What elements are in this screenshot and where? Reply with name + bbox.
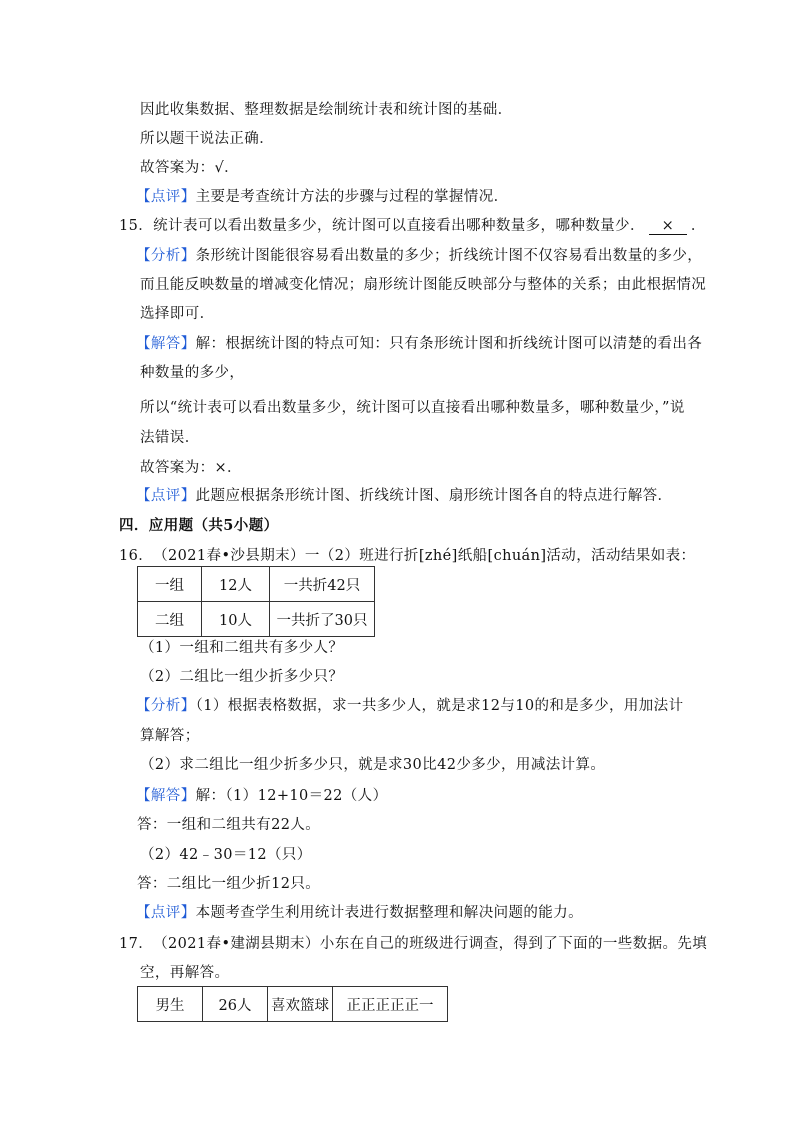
q15-analysis-line: 而且能反映数量的增减变化情况；扇形统计图能反映部分与整体的关系；由此根据情况	[140, 277, 707, 293]
table-cell: 26人	[203, 987, 268, 1022]
table-cell: 一共折了30只	[270, 602, 375, 637]
q16-stem	[119, 546, 695, 566]
table-cell: 一共折42只	[270, 567, 375, 602]
analysis-text: 条形统计图能很容易看出数量的多少；折线统计图不仅容易看出数量的多少，	[195, 248, 703, 264]
q16-subquestion-1: （1）一组和二组共有多少人？	[140, 640, 344, 656]
q16-analysis-line: （2）求二组比一组少折多少只，就是求30比42少多少，用减法计算。	[140, 757, 606, 773]
q16-solution	[136, 786, 388, 806]
question-text: （2021春•建湖县期末）小东在自己的班级进行调查，得到了下面的一些数据。先填	[153, 936, 708, 952]
q14-comment	[136, 187, 509, 207]
comment-tag: 【点评】	[136, 488, 196, 504]
table-row	[138, 987, 448, 1022]
q15-stem	[119, 216, 706, 236]
table-row	[138, 567, 375, 602]
q16-solution-line: （2）42﹣30＝12（只）	[140, 847, 312, 863]
table-cell: 男生	[138, 987, 203, 1022]
q17-data-table	[137, 986, 448, 1022]
q16-solution-line: 答：一组和二组共有22人。	[137, 817, 321, 833]
analysis-text: （1）根据表格数据，求一共多少人，就是求12与10的和是多少，用加法计	[195, 698, 684, 714]
q14-answer: 故答案为：√．	[140, 160, 240, 176]
section-title: 四．应用题（共5小题）	[119, 517, 279, 534]
comment-text: 主要是考查统计方法的步骤与过程的掌握情况．	[195, 189, 509, 205]
q17-stem	[119, 934, 707, 954]
q16-analysis-line: 算解答；	[140, 728, 200, 744]
comment-tag: 【点评】	[136, 189, 196, 205]
question-number: 16．	[119, 548, 154, 564]
q15-analysis	[136, 246, 702, 266]
q15-analysis-line: 选择即可．	[140, 306, 215, 322]
table-cell: 喜欢篮球	[268, 987, 333, 1022]
q16-comment	[136, 903, 583, 923]
table-cell: 一组	[138, 567, 202, 602]
question-text: （2021春•沙县期末）一（2）班进行折[zhé]纸船[chuán]活动，活动结果如表：	[153, 548, 696, 564]
comment-text: 本题考查学生利用统计表进行数据整理和解决问题的能力。	[195, 905, 584, 921]
table-cell: 10人	[202, 602, 270, 637]
analysis-tag: 【分析】	[136, 248, 196, 264]
q16-solution-line: 答：二组比一组少折12只。	[137, 876, 321, 892]
q16-analysis	[136, 696, 683, 716]
q16-data-table	[137, 566, 375, 637]
table-cell: 12人	[202, 567, 270, 602]
stem-end: ．	[690, 218, 706, 234]
q15-solution	[136, 334, 702, 354]
q14-text-line: 所以题干说法正确．	[140, 131, 275, 147]
table-row	[138, 602, 375, 637]
q15-answer: 故答案为：×．	[140, 460, 242, 476]
q14-text-line: 因此收集数据、整理数据是绘制统计表和统计图的基础．	[140, 102, 513, 118]
question-number: 17．	[119, 936, 154, 952]
solution-text: 解：（1）12+10＝22（人）	[195, 788, 388, 804]
solution-tag: 【解答】	[136, 788, 196, 804]
comment-tag: 【点评】	[136, 905, 196, 921]
q15-solution-line: 所以“统计表可以看出数量多少，统计图可以直接看出哪种数量多，哪种数量少，”说	[140, 400, 685, 416]
q15-comment	[136, 486, 672, 506]
solution-text: 解：根据统计图的特点可知：只有条形统计图和折线统计图可以清楚的看出各	[195, 336, 703, 352]
analysis-tag: 【分析】	[136, 698, 196, 714]
solution-tag: 【解答】	[136, 336, 196, 352]
question-text: 统计表可以看出数量多少，统计图可以直接看出哪种数量多，哪种数量少．	[153, 218, 645, 234]
q15-solution-line: 法错误．	[140, 430, 200, 446]
q16-subquestion-2: （2）二组比一组少折多少只？	[140, 669, 344, 685]
table-cell: 正正正正正一	[333, 987, 448, 1022]
q15-solution-line: 种数量的多少，	[140, 365, 245, 381]
table-cell: 二组	[138, 602, 202, 637]
question-number: 15．	[119, 218, 154, 234]
comment-text: 此题应根据条形统计图、折线统计图、扇形统计图各自的特点进行解答．	[195, 488, 673, 504]
q17-stem-line: 空，再解答。	[140, 965, 230, 981]
answer-blank: ×	[649, 218, 687, 235]
